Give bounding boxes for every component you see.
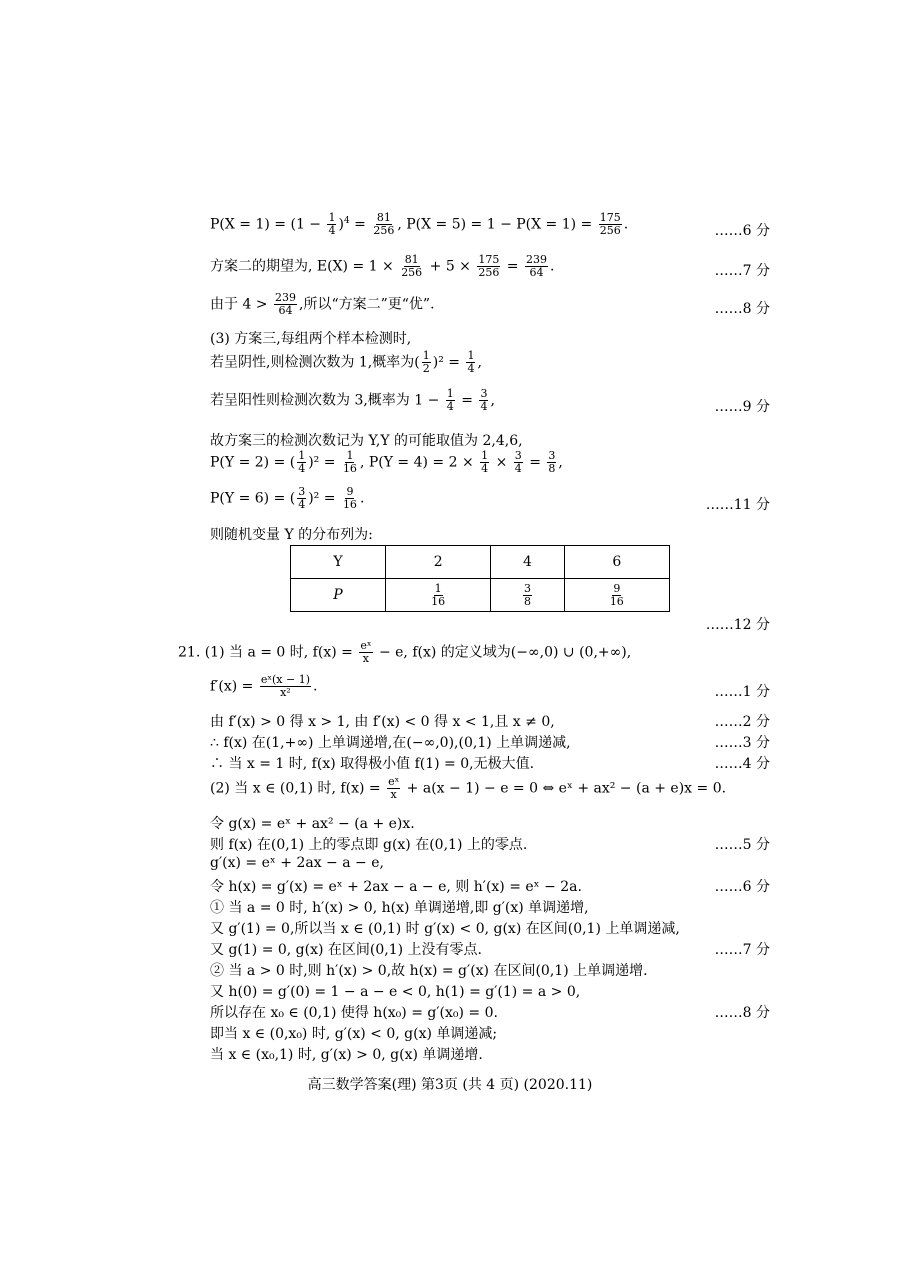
score-mark: ……7 分 <box>714 263 770 279</box>
fraction: $\frac{3}{4}$ <box>514 449 522 475</box>
fraction: $\frac{3}{8}$ <box>548 449 556 475</box>
table-cell <box>564 579 669 612</box>
fraction: $\frac{1}{4}$ <box>481 449 489 475</box>
score-mark: ……11 分 <box>705 497 770 513</box>
fraction: $\frac{3}{4}$ <box>298 485 306 511</box>
q21-line: g′(x) = eˣ + 2ax − a − e, <box>210 855 384 871</box>
negative-line: 若呈阴性,则检测次数为 1,概率为( $\frac{1}{2}$ )² = $\frac{1}{4}$ , <box>210 349 482 375</box>
prob-y2-line: P(Y = 2) = ( $\frac{1}{4}$ )² = $\frac{1}{16}$ , P(Y = 4) = 2 × $\frac{1}{4}$ × $\frac{3}{4}$ = $\frac{3}{8}$ , <box>210 449 563 475</box>
score-mark: ……12 分 <box>705 617 770 633</box>
y-values-line: 故方案三的检测次数记为 Y,Y 的可能取值为 2,4,6, <box>210 433 523 449</box>
fraction: $\frac{81}{256}$ <box>373 211 395 237</box>
fraction: $\frac{1}{4}$ <box>446 387 454 413</box>
q21-line: 则 f(x) 在(0,1) 上的零点即 g(x) 在(0,1) 上的零点. <box>210 837 528 853</box>
table-cell: 2 <box>386 546 491 579</box>
table-cell: 4 <box>491 546 564 579</box>
q21-part2-line: (2) 当 x ∈ (0,1) 时, f(x) = $\frac{\text{eˣ}}{x}$ + a(x − 1) − e = 0 ⇔ eˣ + ax² − (a + e)x = 0. <box>210 775 727 801</box>
score-mark: ……2 分 <box>714 714 770 730</box>
table-cell: P <box>291 579 386 612</box>
score-mark: ……6 分 <box>714 223 770 239</box>
expectation-line: 方案二的期望为, E(X) = 1 × $\frac{81}{256}$ + 5 × $\frac{175}{256}$ = $\frac{239}{64}$ . <box>210 253 555 279</box>
q21-part1-line: 21. (1) 当 a = 0 时, f(x) = $\frac{\text{eˣ}}{x}$ − e, f(x) 的定义域为(−∞,0) ∪ (0,+∞), <box>178 639 632 665</box>
fraction: $\frac{239}{64}$ <box>275 291 296 317</box>
table-cell <box>386 579 491 612</box>
score-mark: ……6 分 <box>714 879 770 895</box>
fraction: $\frac{239}{64}$ <box>526 253 547 279</box>
plan3-line: (3) 方案三,每组两个样本检测时, <box>210 331 412 347</box>
q21-line: 所以存在 x₀ ∈ (0,1) 使得 h(x₀) = g′(x₀) = 0. <box>210 1005 498 1021</box>
fraction: $\frac{175}{256}$ <box>599 211 621 237</box>
prob-y6-line: P(Y = 6) = ( $\frac{3}{4}$ )² = $\frac{9}{16}$ . <box>210 485 365 511</box>
fraction: $\frac{1}{4}$ <box>467 349 475 375</box>
score-mark: ……1 分 <box>714 684 770 700</box>
q21-line: ∴ f(x) 在(1,+∞) 上单调递增,在(−∞,0),(0,1) 上单调递减, <box>210 735 571 751</box>
score-mark: ……9 分 <box>714 399 770 415</box>
compare-line: 由于 4 > $\frac{239}{64}$ ,所以“方案二”更“优”. <box>210 291 435 317</box>
q21-line: 当 x ∈ (x₀,1) 时, g′(x) > 0, g(x) 单调递增. <box>210 1047 483 1063</box>
q21-line: ∴ 当 x = 1 时, f(x) 取得极小值 f(1) = 0,无极大值. <box>210 756 535 772</box>
fraction: $\frac{9}{16}$ <box>342 485 357 511</box>
fraction: $\frac{\text{eˣ}}{x}$ <box>388 775 400 801</box>
table-cell: 6 <box>564 546 669 579</box>
score-mark: ……3 分 <box>714 735 770 751</box>
table-row <box>291 579 670 612</box>
q21-line: 又 g′(1) = 0,所以当 x ∈ (0,1) 时 g′(x) < 0, g(x) 在区间(0,1) 上单调递减, <box>210 921 680 937</box>
score-mark: ……4 分 <box>714 756 770 772</box>
q21-line: 又 h(0) = g′(0) = 1 − a − e < 0, h(1) = g′(1) = a > 0, <box>210 984 581 1000</box>
prob-x1-line: P(X = 1) = (1 − $\frac{1}{4}$ )$^4$ = $\frac{81}{256}$ , P(X = 5) = 1 − P(X = 1) = $\frac{175}{256}$ . <box>210 211 629 237</box>
score-mark: ……8 分 <box>714 301 770 317</box>
q21-line: 又 g(1) = 0, g(x) 在区间(0,1) 上没有零点. <box>210 942 483 958</box>
score-mark: ……7 分 <box>714 942 770 958</box>
derivative-line: f′(x) = $\frac{\text{eˣ(x − 1)}}{\text{x²}}$ . <box>210 673 318 699</box>
positive-line: 若呈阳性则检测次数为 3,概率为 1 − $\frac{1}{4}$ = $\frac{3}{4}$ , <box>210 387 495 413</box>
q21-line: 由 f′(x) > 0 得 x > 1, 由 f′(x) < 0 得 x < 1,且 x ≠ 0, <box>210 714 555 730</box>
score-mark: ……5 分 <box>714 837 770 853</box>
table-row <box>291 546 670 579</box>
q21-line: ① 当 a = 0 时, h′(x) > 0, h(x) 单调递增,即 g′(x) 单调递增, <box>210 900 589 916</box>
q21-line: 即当 x ∈ (0,x₀) 时, g′(x) < 0, g(x) 单调递减; <box>210 1026 498 1042</box>
fraction: $\frac{3}{8}$ <box>523 581 531 608</box>
distribution-intro: 则随机变量 Y 的分布列为: <box>210 527 373 543</box>
table-cell: Y <box>291 546 386 579</box>
q21-line: ② 当 a > 0 时,则 h′(x) > 0,故 h(x) = g′(x) 在区间(0,1) 上单调递增. <box>210 963 648 979</box>
fraction: $\frac{1}{16}$ <box>342 449 357 475</box>
fraction: $\frac{3}{4}$ <box>480 387 488 413</box>
fraction: $\frac{1}{4}$ <box>298 449 306 475</box>
distribution-table <box>290 545 670 612</box>
fraction: $\frac{1}{16}$ <box>431 581 446 608</box>
fraction: $\frac{81}{256}$ <box>401 253 423 279</box>
fraction: $\frac{175}{256}$ <box>478 253 500 279</box>
score-mark: ……8 分 <box>714 1005 770 1021</box>
table-cell <box>491 579 564 612</box>
fraction: $\frac{1}{4}$ <box>328 211 336 237</box>
fraction: $\frac{\text{eˣ}}{x}$ <box>360 639 372 665</box>
page-footer: 高三数学答案(理) 第3页 (共 4 页) (2020.11) <box>307 1077 593 1093</box>
fraction: $\frac{1}{2}$ <box>422 349 430 375</box>
fraction: $\frac{9}{16}$ <box>609 581 624 608</box>
q21-line: 令 h(x) = g′(x) = eˣ + 2ax − a − e, 则 h′(x) = eˣ − 2a. <box>210 879 582 895</box>
fraction: $\frac{\text{eˣ(x − 1)}}{\text{x²}}$ <box>260 673 310 699</box>
q21-line: 令 g(x) = eˣ + ax² − (a + e)x. <box>210 816 415 832</box>
